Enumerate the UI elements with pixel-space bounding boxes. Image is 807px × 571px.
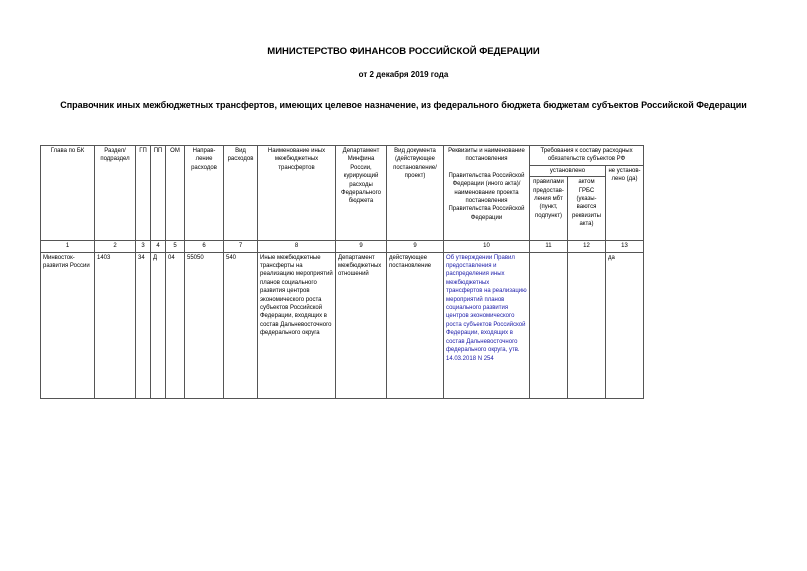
- table-row: [41, 252, 644, 398]
- document-date: от 2 декабря 2019 года: [358, 70, 449, 79]
- col-ustanovleno: установлено: [530, 165, 606, 176]
- cell-viddoc: действующее постановление: [387, 252, 444, 398]
- col-number: 5: [166, 241, 185, 252]
- col-glava: Глава по БК: [41, 146, 95, 241]
- col-number: 1: [41, 241, 95, 252]
- cell-dep: Департамент межбюджетных отношений: [336, 252, 387, 398]
- cell-razdel: 1403: [95, 252, 136, 398]
- col-number: 9: [336, 241, 387, 252]
- cell-napr: 55050: [185, 252, 224, 398]
- cell-glava: Минвосток- развития России: [41, 252, 95, 398]
- col-pravila: правилами предостав- ления мбт (пункт, подпункт): [530, 177, 568, 241]
- col-dep: Департамент Минфина России, курирующий расходы Федерального бюджета: [336, 146, 387, 241]
- ministry-title: МИНИСТЕРСТВО ФИНАНСОВ РОССИЙСКОЙ ФЕДЕРАЦИИ: [267, 46, 540, 57]
- transfers-table: [40, 145, 644, 399]
- cell-ne-ustanovleno: да: [606, 252, 644, 398]
- col-number: 4: [151, 241, 166, 252]
- col-number: 12: [568, 241, 606, 252]
- col-razdel: Раздел/ подраздел: [95, 146, 136, 241]
- col-number: 8: [258, 241, 336, 252]
- col-om: ОМ: [166, 146, 185, 241]
- col-number: 3: [136, 241, 151, 252]
- col-number: 7: [224, 241, 258, 252]
- col-gp: ГП: [136, 146, 151, 241]
- col-ne-ustanovleno: не установ- лено (да): [606, 165, 644, 240]
- col-naim: Наименование иных межбюджетных трансфертов: [258, 146, 336, 241]
- col-number: 2: [95, 241, 136, 252]
- cell-pp: Д: [151, 252, 166, 398]
- col-number: 6: [185, 241, 224, 252]
- col-treb: Требования к составу расходных обязательств субъектов РФ: [530, 146, 644, 166]
- col-number: 9: [387, 241, 444, 252]
- col-aktom: актом ГРБС (указы- ваются реквизиты акта): [568, 177, 606, 241]
- cell-om: 04: [166, 252, 185, 398]
- cell-aktom: [568, 252, 606, 398]
- cell-vid: 540: [224, 252, 258, 398]
- col-number: 10: [444, 241, 530, 252]
- col-vid: Вид расходов: [224, 146, 258, 241]
- cell-gp: 34: [136, 252, 151, 398]
- col-number: 13: [606, 241, 644, 252]
- cell-pravila: [530, 252, 568, 398]
- numbers-row: [41, 241, 644, 252]
- col-viddoc: Вид документа (действующее постановление/ проект): [387, 146, 444, 241]
- col-napr: Направ- ление расходов: [185, 146, 224, 241]
- header-row-1: [41, 146, 644, 166]
- col-rekv: Реквизиты и наименование постановления Правительства Российской Федерации (иного акта)/ наименование проекта постановления Правительства Российской Федерации: [444, 146, 530, 241]
- col-pp: ПП: [151, 146, 166, 241]
- cell-naim: Иные межбюджетные трансферты на реализацию мероприятий планов социального развития центров экономического роста субъектов Российской Федерации, входящих в состав Дальневосточного федерального округа: [258, 252, 336, 398]
- col-number: 11: [530, 241, 568, 252]
- document-title: Справочник иных межбюджетных трансфертов, имеющих целевое назначение, из федерального бюджета бюджетам субъектов Российской Федерации: [60, 100, 747, 110]
- cell-rekv-link[interactable]: Об утверждении Правил предоставления и распределения иных межбюджетных трансфертов на реализацию мероприятий планов социального развития центров экономического роста субъектов Российской Федерации, входящих в состав Дальневосточного федерального округа, утв. 14.03.2018 N 254: [444, 252, 530, 398]
